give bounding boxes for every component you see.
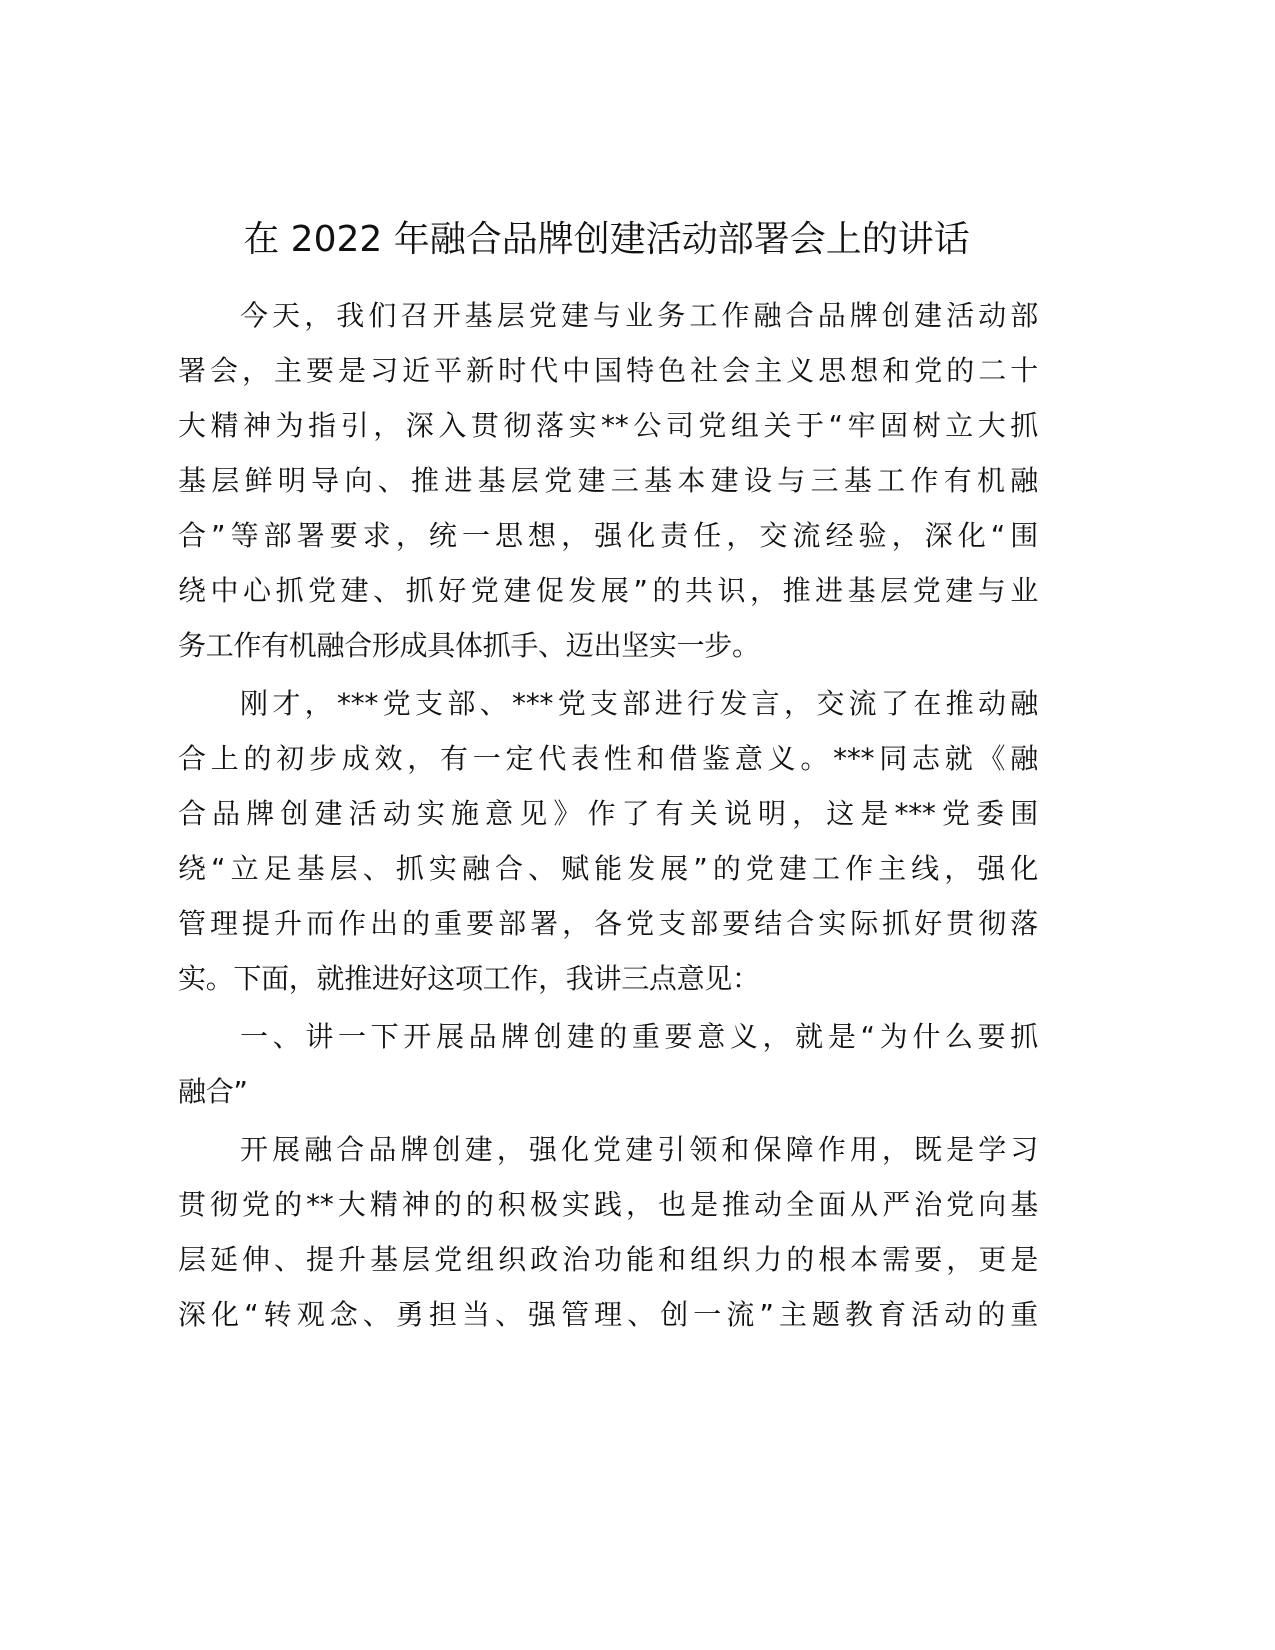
paragraph-line: 务工作有机融合形成具体抓手、迈出坚实一步。 — [178, 629, 760, 662]
paragraph-line: 大精神为指引，深入贯彻落实**公司党组关于“牢固树立大抓 — [178, 409, 1038, 442]
paragraph-line: 深化“转观念、勇担当、强管理、创一流”主题教育活动的重 — [178, 1298, 1038, 1331]
heading-line: 融合” — [178, 1075, 248, 1108]
paragraph-line: 合上的初步成效，有一定代表性和借鉴意义。***同志就《融 — [178, 742, 1038, 775]
paragraph-line: 开展融合品牌创建，强化党建引领和保障作用，既是学习 — [240, 1133, 1038, 1166]
paragraph-line: 绕“立足基层、抓实融合、赋能发展”的党建工作主线，强化 — [178, 852, 1038, 885]
section-heading-1 — [178, 1009, 1038, 1119]
paragraph-line: 绕中心抓党建、抓好党建促发展”的共识，推进基层党建与业 — [178, 574, 1038, 607]
paragraph-line: 管理提升而作出的重要部署，各党支部要结合实际抓好贯彻落 — [178, 907, 1038, 940]
paragraph-line: 贯彻党的**大精神的的积极实践，也是推动全面从严治党向基 — [178, 1188, 1038, 1221]
paragraph-opening — [178, 288, 1038, 673]
document-title: 在 2022 年融合品牌创建活动部署会上的讲话 — [243, 219, 970, 260]
paragraph-line: 合”等部署要求，统一思想，强化责任，交流经验，深化“围 — [178, 519, 1038, 552]
paragraph-line: 基层鲜明导向、推进基层党建三基本建设与三基工作有机融 — [178, 464, 1038, 497]
document-body — [178, 288, 1038, 1342]
paragraph-line: 署会，主要是习近平新时代中国特色社会主义思想和党的二十 — [178, 354, 1038, 387]
paragraph-line: 刚才，***党支部、***党支部进行发言，交流了在推动融 — [240, 687, 1038, 720]
paragraph-review — [178, 676, 1038, 1006]
paragraph-line: 层延伸、提升基层党组织政治功能和组织力的根本需要，更是 — [178, 1243, 1038, 1276]
paragraph-line: 今天，我们召开基层党建与业务工作融合品牌创建活动部 — [240, 299, 1038, 332]
paragraph-significance — [178, 1122, 1038, 1342]
paragraph-line: 实。下面，就推进好这项工作，我讲三点意见： — [178, 962, 760, 995]
heading-line: 一、讲一下开展品牌创建的重要意义，就是“为什么要抓 — [240, 1020, 1038, 1053]
paragraph-line: 合品牌创建活动实施意见》作了有关说明，这是***党委围 — [178, 797, 1038, 830]
